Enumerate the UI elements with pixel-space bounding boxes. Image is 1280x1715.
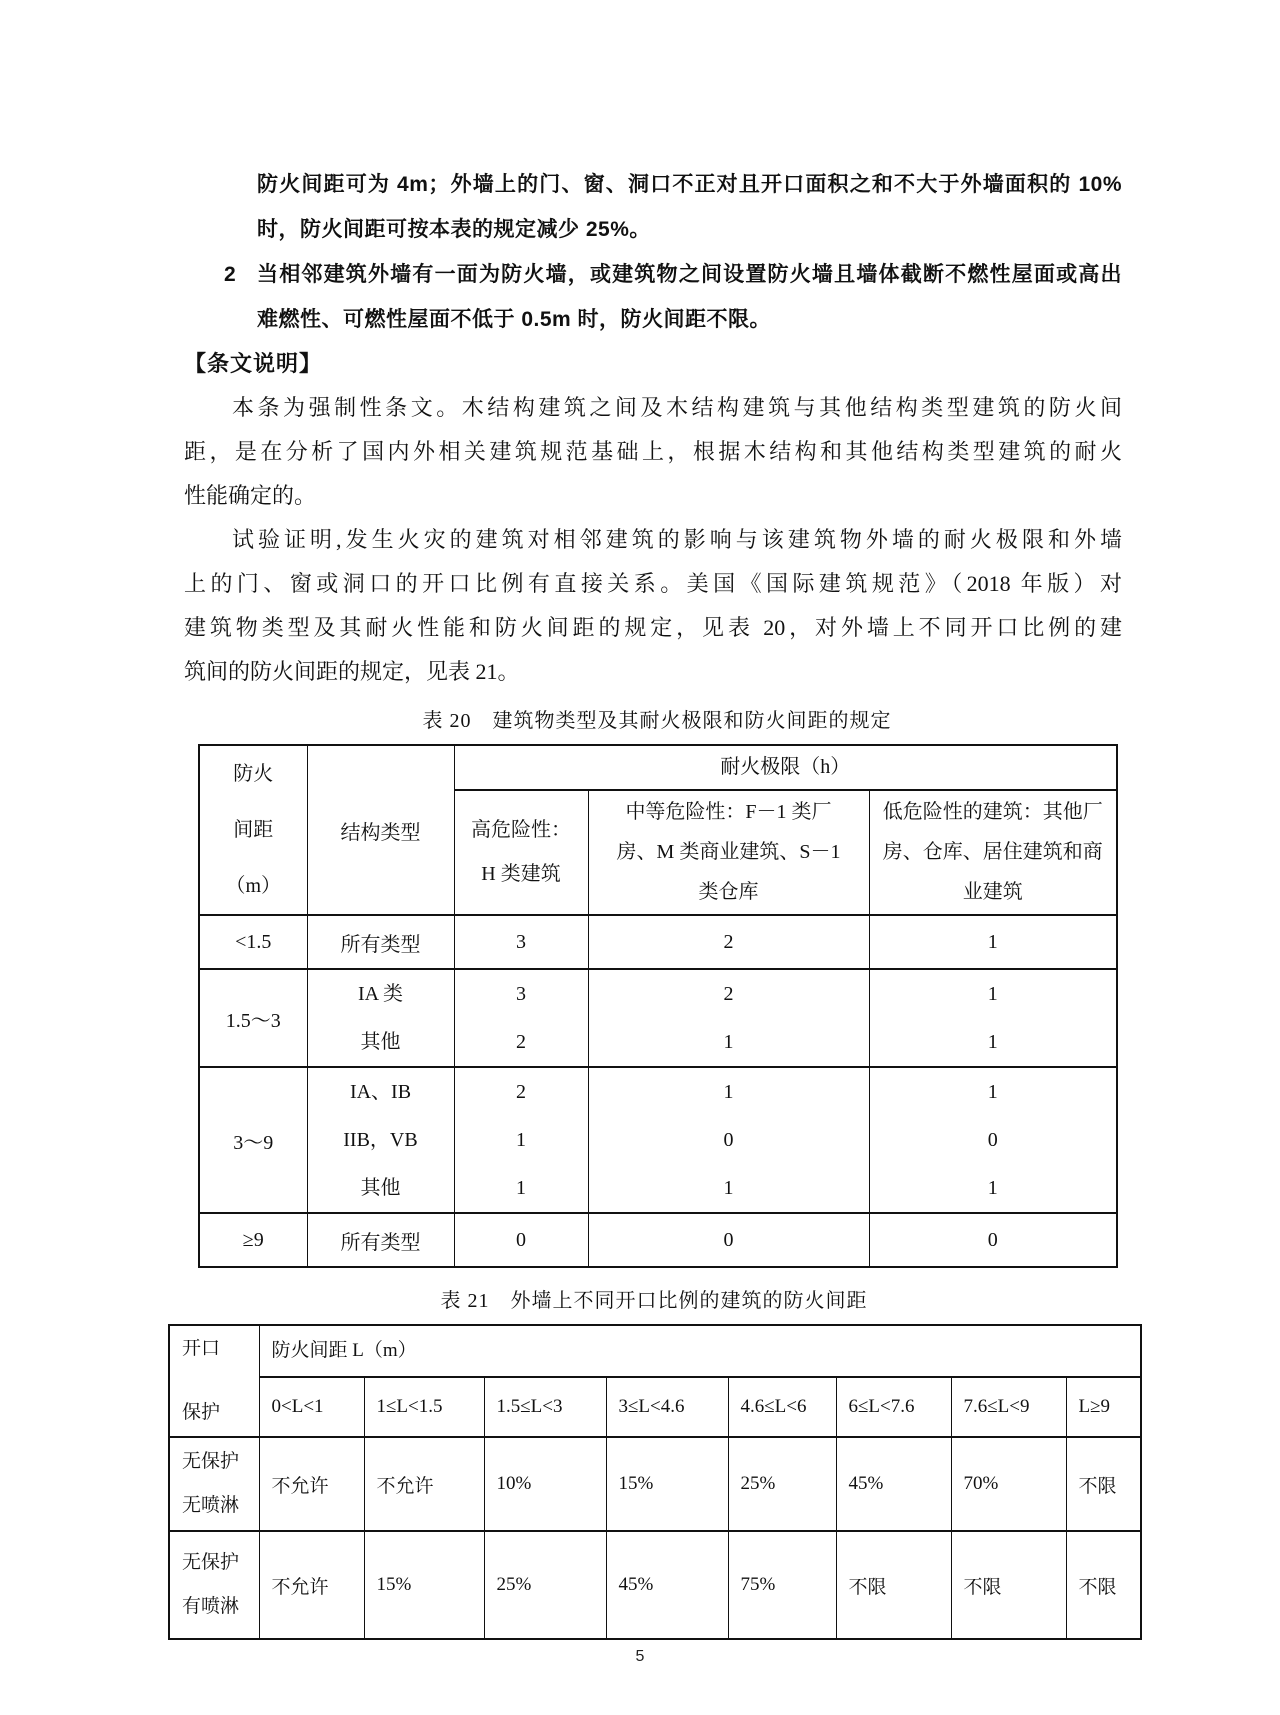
clause-line: 防火间距可为 4m；外墙上的门、窗、洞口不正对且开口面积之和不大于外墙面积的 10%	[257, 173, 1122, 196]
cell-value: 1	[869, 915, 1117, 969]
explanation-paragraph-1	[184, 386, 1122, 518]
table-row	[199, 969, 1117, 1067]
cell-line: 2	[723, 983, 734, 1005]
cell-value: 2	[588, 915, 869, 969]
cell-value: 3	[454, 915, 588, 969]
cell-line: 1	[987, 1081, 998, 1103]
table-20-header-row-1	[199, 745, 1117, 790]
cell-distance: 1.5～3	[199, 969, 307, 1067]
cell-value	[588, 969, 869, 1067]
cell-line: 0	[723, 1129, 734, 1151]
table-20-header-low-risk	[869, 790, 1117, 915]
range-header: 4.6≤L<6	[728, 1377, 836, 1437]
cell-value: 0	[588, 1213, 869, 1267]
paragraph-line: 距，是在分析了国内外相关建筑规范基础上，根据木结构和其他结构类型建筑的耐火	[184, 439, 1122, 464]
section-heading: 【条文说明】	[184, 351, 323, 376]
header-line: 中等危险性：F－1 类厂	[625, 801, 832, 824]
table-20-header-structure-type: 结构类型	[307, 745, 454, 915]
range-header: 1.5≤L<3	[484, 1377, 606, 1437]
paragraph-line: 建筑物类型及其耐火性能和防火间距的规定，见表 20，对外墙上不同开口比例的建	[184, 615, 1122, 640]
range-header: L≥9	[1066, 1377, 1141, 1437]
cell-value	[454, 1067, 588, 1213]
table-row	[199, 1067, 1117, 1213]
spacer	[182, 1372, 259, 1390]
row-label	[169, 1437, 259, 1531]
cell-type: 所有类型	[307, 1213, 454, 1267]
clause-line: 难燃性、可燃性屋面不低于 0.5m 时，防火间距不限。	[257, 308, 772, 331]
cell-type	[307, 969, 454, 1067]
paragraph-line: 筑间的防火间距的规定，见表 21。	[184, 659, 520, 684]
paragraph-line: 上的门、窗或洞口的开口比例有直接关系。美国《国际建筑规范》（2018 年版）对	[184, 571, 1122, 596]
cell-distance: <1.5	[199, 915, 307, 969]
cell-value: 不限	[951, 1531, 1066, 1639]
range-header: 3≤L<4.6	[606, 1377, 728, 1437]
cell-distance: ≥9	[199, 1213, 307, 1267]
clause-line: 当相邻建筑外墙有一面为防火墙，或建筑物之间设置防火墙且墙体截断不燃性屋面或高出	[257, 263, 1122, 286]
cell-line: 1	[723, 1031, 734, 1053]
cell-line: 1	[987, 1031, 998, 1053]
paragraph-line: 本条为强制性条文。木结构建筑之间及木结构建筑与其他结构类型建筑的防火间	[232, 395, 1122, 420]
cell-distance: 3～9	[199, 1067, 307, 1213]
cell-line: 其他	[360, 1031, 401, 1053]
table-21-header-row-2	[169, 1377, 1141, 1437]
header-line: 低危险性的建筑：其他厂	[882, 801, 1103, 824]
cell-value: 45%	[836, 1437, 951, 1531]
cell-line: IA 类	[358, 983, 403, 1005]
table-21-caption: 表 21 外墙上不同开口比例的建筑的防火间距	[440, 1290, 868, 1312]
header-line: 高危险性：	[471, 819, 571, 842]
cell-line: 其他	[360, 1177, 401, 1199]
cell-line: 无保护	[182, 1552, 240, 1573]
header-line: 房、M 类商业建筑、S－1	[616, 841, 841, 864]
header-line: H 类建筑	[481, 863, 561, 886]
cell-line: 1	[987, 1177, 998, 1199]
explanation-paragraph-2	[184, 518, 1122, 694]
cell-value: 25%	[484, 1531, 606, 1639]
table-20-header-medium-risk	[588, 790, 869, 915]
cell-type: 所有类型	[307, 915, 454, 969]
row-label	[169, 1531, 259, 1639]
cell-line: 1	[516, 1177, 526, 1199]
header-line: 开口	[182, 1338, 221, 1359]
clause-item-number: 2	[224, 263, 237, 286]
cell-value	[454, 969, 588, 1067]
range-header: 1≤L<1.5	[364, 1377, 484, 1437]
header-line: 房、仓库、居住建筑和商	[882, 841, 1103, 864]
table-21-header-row-1	[169, 1325, 1141, 1377]
cell-line: 无喷淋	[182, 1495, 240, 1516]
table-20-header-high-risk	[454, 790, 588, 915]
range-header: 0<L<1	[259, 1377, 364, 1437]
table-row	[199, 1213, 1117, 1267]
cell-value: 0	[454, 1213, 588, 1267]
table-21-header-opening-protection	[169, 1325, 259, 1437]
table-row	[169, 1437, 1141, 1531]
header-line: 业建筑	[962, 881, 1023, 904]
table-row	[199, 915, 1117, 969]
cell-line: 2	[516, 1031, 526, 1053]
table-row	[169, 1531, 1141, 1639]
cell-value	[869, 969, 1117, 1067]
table-20	[198, 744, 1118, 1268]
cell-value: 不允许	[259, 1531, 364, 1639]
range-header: 7.6≤L<9	[951, 1377, 1066, 1437]
cell-line: IIB，VB	[343, 1129, 418, 1151]
cell-line: 1	[723, 1177, 734, 1199]
cell-line: 2	[516, 1081, 526, 1103]
cell-value: 不允许	[364, 1437, 484, 1531]
clause-item-2	[184, 252, 1122, 297]
cell-line: 1	[723, 1081, 734, 1103]
cell-value	[869, 1067, 1117, 1213]
table-20-header-distance	[199, 745, 307, 915]
page-number: 5	[635, 1648, 645, 1665]
cell-value	[588, 1067, 869, 1213]
cell-value: 0	[869, 1213, 1117, 1267]
header-line: 类仓库	[698, 881, 759, 904]
header-line: （m）	[225, 875, 282, 897]
header-line: 间距	[233, 819, 274, 841]
cell-value: 不限	[1066, 1531, 1141, 1639]
cell-value: 15%	[606, 1437, 728, 1531]
cell-line: 3	[516, 983, 526, 1005]
paragraph-line: 性能确定的。	[184, 483, 317, 508]
cell-value: 45%	[606, 1531, 728, 1639]
range-header: 6≤L<7.6	[836, 1377, 951, 1437]
table-21	[168, 1324, 1142, 1640]
clause-block	[184, 162, 1122, 342]
cell-line: 有喷淋	[182, 1596, 240, 1617]
header-line: 保护	[182, 1402, 221, 1423]
table-21-header-distance-L: 防火间距 L（m）	[259, 1325, 1141, 1377]
cell-line: 0	[987, 1129, 998, 1151]
clause-line: 时，防火间距可按本表的规定减少 25%。	[257, 218, 651, 241]
cell-line: 1	[516, 1129, 526, 1151]
header-line: 防火	[233, 763, 274, 785]
cell-type	[307, 1067, 454, 1213]
table-20-header-fire-resistance: 耐火极限（h）	[454, 745, 1117, 790]
cell-value: 70%	[951, 1437, 1066, 1531]
cell-value: 不限	[1066, 1437, 1141, 1531]
cell-line: IA、IB	[349, 1081, 412, 1103]
cell-line: 无保护	[182, 1451, 240, 1472]
cell-value: 不限	[836, 1531, 951, 1639]
cell-value: 75%	[728, 1531, 836, 1639]
cell-value: 25%	[728, 1437, 836, 1531]
table-20-caption: 表 20 建筑物类型及其耐火极限和防火间距的规定	[422, 710, 892, 732]
cell-value: 不允许	[259, 1437, 364, 1531]
cell-line: 1	[987, 983, 998, 1005]
cell-value: 10%	[484, 1437, 606, 1531]
cell-value: 15%	[364, 1531, 484, 1639]
paragraph-line: 试验证明,发生火灾的建筑对相邻建筑的影响与该建筑物外墙的耐火极限和外墙	[232, 527, 1122, 552]
